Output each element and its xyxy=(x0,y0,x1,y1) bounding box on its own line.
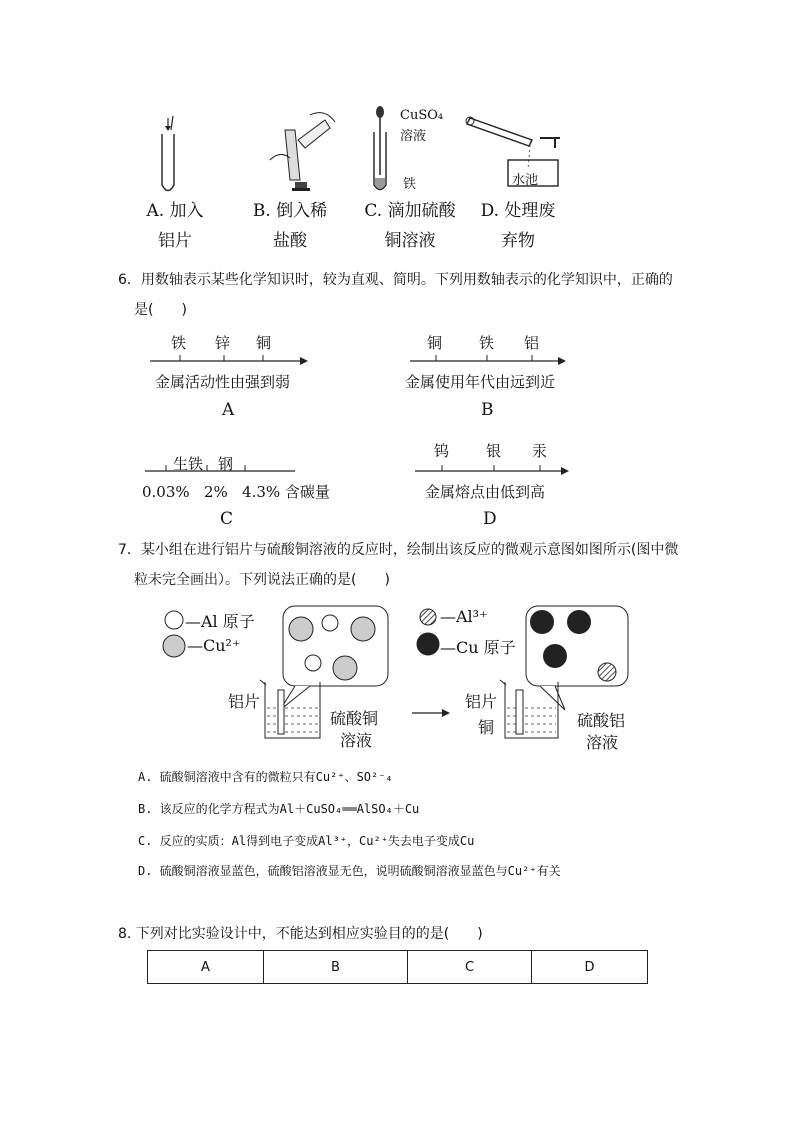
q8-table xyxy=(147,950,648,984)
cu2-legend-icon xyxy=(163,635,185,657)
q8-header-c[interactable]: C xyxy=(408,951,532,984)
q5-option-d-line1: D. 处理废 xyxy=(480,201,556,221)
q7-right-sol1-label: 硫酸铝 xyxy=(577,711,626,730)
q7-option-d[interactable]: D. 硫酸铜溶液显蓝色，硫酸铝溶液显无色，说明硫酸铜溶液显蓝色与Cu²⁺有关 xyxy=(138,864,561,878)
q7-left-sheet-label: 铝片 xyxy=(228,692,261,711)
al-atom-legend-icon xyxy=(165,611,183,629)
q6-b-caption: 金属使用年代由远到近 xyxy=(405,373,556,391)
q7-left-sol2-label: 溶液 xyxy=(340,731,373,750)
q6-d-letter[interactable]: D xyxy=(483,509,497,529)
q6-b-label-3: 铝 xyxy=(524,334,540,352)
q6-a-letter[interactable]: A xyxy=(222,400,235,420)
q7-right-sheet-label: 铝片 xyxy=(465,692,498,711)
q7-legend-cu2: —Cu²⁺ xyxy=(187,636,241,655)
q6-a-caption: 金属活动性由强到弱 xyxy=(155,373,291,391)
pouring-acid-figure xyxy=(270,113,335,191)
q6-a-label-1: 铁 xyxy=(171,334,187,352)
q7-right-sol2-label: 溶液 xyxy=(586,733,619,752)
q5-water-pool-label: 水池 xyxy=(512,173,539,188)
q7-left-sol1-label: 硫酸铜 xyxy=(330,709,379,728)
q5-option-a-line2: 铝片 xyxy=(158,231,192,251)
q6-c-bottom: 0.03% 2% 4.3% 含碳量 xyxy=(142,483,330,501)
q7-option-b[interactable]: B. 该反应的化学方程式为Al＋CuSO₄══AlSO₄＋Cu xyxy=(138,802,420,816)
q5-option-b[interactable] xyxy=(240,196,340,256)
q6-a-label-2: 锌 xyxy=(215,334,231,352)
q6-c-top-label-2: 钢 xyxy=(218,455,234,473)
q6-b-label-2: 铁 xyxy=(479,334,495,352)
q7-right-copper-label: 铜 xyxy=(478,718,495,737)
q8-header-b[interactable]: B xyxy=(264,951,408,984)
q6-a-label-3: 铜 xyxy=(256,334,272,352)
q5-iron-label: 铁 xyxy=(403,177,417,192)
q5-option-a[interactable] xyxy=(130,196,220,256)
q6-b-label-1: 铜 xyxy=(427,334,443,352)
table-row xyxy=(148,951,648,984)
q7-stem-line2: 粒未完全画出）。下列说法正确的是( ) xyxy=(134,572,390,588)
q8-stem: 8. 下列对比实验设计中，不能达到相应实验目的的是( ) xyxy=(118,926,483,942)
q7-option-c[interactable]: C. 反应的实质：Al得到电子变成Al³⁺，Cu²⁺失去电子变成Cu xyxy=(138,834,475,848)
q6-c-top-label-1: 生铁 xyxy=(173,455,204,473)
q5-option-d-line2: 弃物 xyxy=(501,231,535,251)
q7-legend-al3: —Al³⁺ xyxy=(440,607,488,626)
q6-axis-b xyxy=(410,355,570,367)
q6-d-label-1: 钨 xyxy=(434,442,450,460)
q8-header-a[interactable]: A xyxy=(148,951,264,984)
q5-option-b-line2: 盐酸 xyxy=(273,231,307,251)
q6-axis-a xyxy=(150,355,310,367)
cu-atom-legend-icon xyxy=(417,633,439,655)
q6-d-caption: 金属熔点由低到高 xyxy=(425,483,546,501)
q6-d-label-3: 汞 xyxy=(532,442,548,460)
q6-stem-line1: 6．用数轴表示某些化学知识时，较为直观、简明。下列用数轴表示的化学知识中，正确的 xyxy=(118,272,673,288)
q7-stem-line1: 7．某小组在进行铝片与硫酸铜溶液的反应时，绘制出该反应的微观示意图如图所示(图中微 xyxy=(118,542,679,558)
q6-c-letter[interactable]: C xyxy=(220,509,234,529)
q5-option-c-line1: C. 滴加硫酸 xyxy=(364,201,456,221)
q5-option-c[interactable] xyxy=(352,196,468,256)
q6-b-letter[interactable]: B xyxy=(481,400,494,420)
q5-cuso4-label: CuSO₄ xyxy=(400,108,444,123)
al3-legend-icon xyxy=(420,609,436,625)
test-tube-aluminum-figure xyxy=(162,116,174,191)
q5-option-d[interactable] xyxy=(468,196,568,256)
q7-option-a[interactable]: A. 硫酸铜溶液中含有的微粒只有Cu²⁺、SO²⁻₄ xyxy=(138,770,393,784)
q6-axis-d xyxy=(415,465,575,477)
q5-option-a-line1: A. 加入 xyxy=(146,201,204,221)
q6-stem-line2: 是( ) xyxy=(134,302,187,318)
q5-solution-label: 溶液 xyxy=(400,129,427,144)
q5-option-c-line2: 铜溶液 xyxy=(384,231,436,251)
q5-option-b-line1: B. 倒入稀 xyxy=(252,201,328,221)
dropper-figure xyxy=(374,106,386,190)
q6-d-label-2: 银 xyxy=(486,442,502,460)
q7-legend-cu-atom: —Cu 原子 xyxy=(440,638,516,657)
q7-legend-al-atom: —Al 原子 xyxy=(185,612,255,631)
q8-header-d[interactable]: D xyxy=(532,951,648,984)
